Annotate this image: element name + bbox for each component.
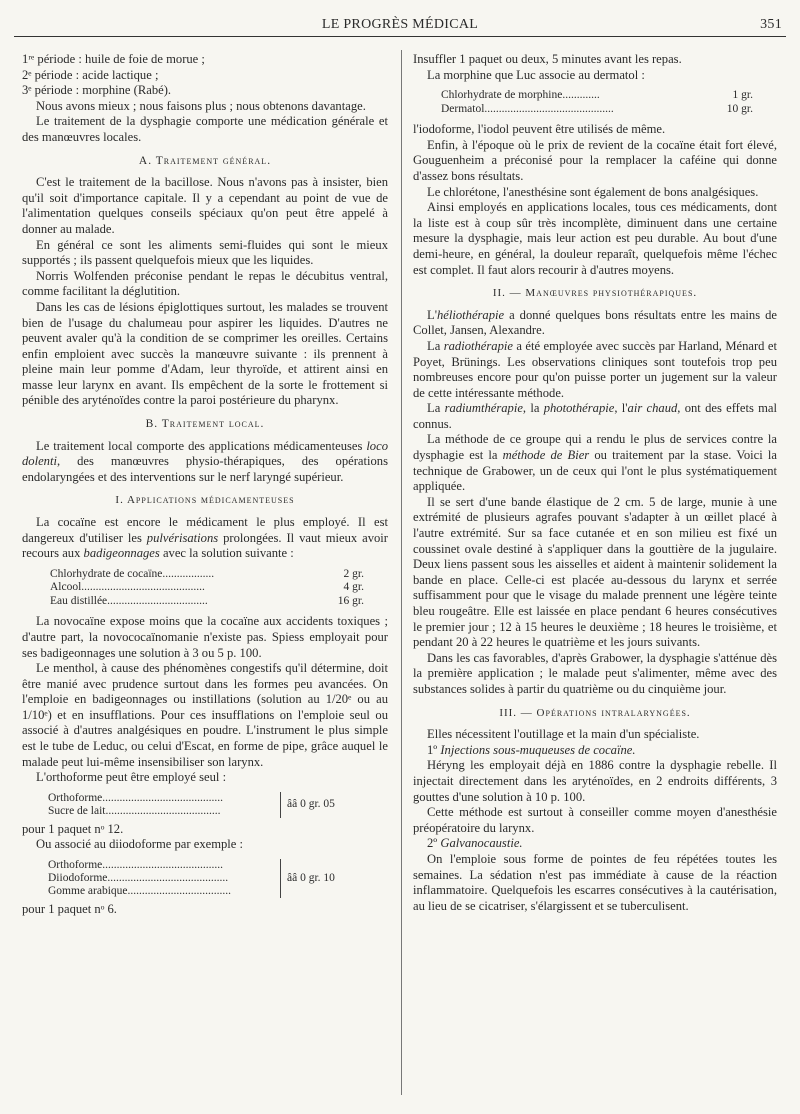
italic-text: héliothérapie bbox=[436, 307, 505, 322]
subsection-title bbox=[413, 743, 777, 759]
subsection-heading: II. — Manœuvres physiothérapiques. bbox=[492, 287, 698, 300]
formula-items bbox=[48, 792, 278, 818]
right-column bbox=[413, 52, 777, 914]
paragraph: Le traitement de la dysphagie comporte une médication générale et des manœuvres locales. bbox=[22, 114, 388, 144]
formula-dose: 16 gr. bbox=[337, 594, 364, 607]
paragraph: Il se sert d'une bande élastique de 2 cm. 5 de large, munie à une extrémité de plusieurs agrafes pouvant s'adapter à un œillet placé à l'autre extrémité. Sur sa face cutanée et en son milieu est fixé un coussinet ovale destiné à s'appliquer dans la gouttière de la jugulaire. Deux liens passent sous les aisselles et aident à maintenir solidement la bande en place. Celle-ci est placée au-dessous du larynx et serrée suffisamment pour que le visage du malade prennent une légère teinte bleu rougeâtre. Elle est laissée en place pendant 6 heures consécutives le premier jour ; 12 à 15 heures le deuxième ; 18 heures le troisième, et pendant 20 à 22 heures le quatrième et les jours suivants. bbox=[413, 494, 777, 650]
period-line: 2ᵉ période : acide lactique ; bbox=[22, 67, 159, 82]
page-header bbox=[14, 14, 786, 37]
italic-text: photothérapie bbox=[543, 401, 615, 416]
subsection-title bbox=[413, 836, 777, 852]
paragraph: On l'emploie sous forme de pointes de feu répétées toutes les semaines. La sédation n'est pas immédiate à cause de la réaction inflammatoire. Quelquefois les escarres consécutives à la cautérisation, au lieu de se cicatriser, s'élargissent et se tuberculisent. bbox=[413, 851, 777, 913]
paragraph: l'iodoforme, l'iodol peuvent être utilisés de même. bbox=[413, 122, 666, 137]
subsection-heading: III. — Opérations intralaryngées. bbox=[499, 706, 691, 719]
formula-ingredient: Orthoforme.......................................... bbox=[48, 859, 224, 872]
formula-row bbox=[50, 595, 388, 609]
text: avec la solution suivante : bbox=[159, 546, 294, 561]
formula-row bbox=[441, 103, 777, 117]
paragraph: Héryng les employait déjà en 1886 contre la dysphagie rebelle. Il injectait directement dans les aryténoïdes, en 2 endroits différents, 3 gouttes d'une solution à 10 p. 100. bbox=[413, 758, 777, 804]
prescription-formula bbox=[48, 859, 388, 898]
text: 2º bbox=[427, 836, 441, 851]
section-heading: A. Traitement général. bbox=[138, 154, 272, 167]
prescription-formula bbox=[48, 792, 388, 818]
paragraph: Le menthol, à cause des phénomènes congestifs qu'il détermine, doit être manié avec prudence surtout dans les formes peu avancées. On l'emploie en badigeonnages ou instillations (solution au 1/20ᵉ ou au 1/10ᵉ) et en insufflations. Pour ces insufflations on l'emploie seul ou associé à d'autres analgésiques en poudre. L'instrument le plus simple est le tube de Leduc, ou celui d'Escat, en forme de pipe, grâce auquel le malade peut lui-même insensibiliser son larynx. bbox=[22, 661, 388, 769]
paragraph: Le chlorétone, l'anesthésine sont également de bons analgésiques. bbox=[427, 184, 759, 199]
formula-ingredient: Orthoforme.......................................... bbox=[48, 791, 224, 804]
text: , l' bbox=[614, 401, 628, 416]
formula-dose: 10 gr. bbox=[726, 102, 753, 115]
text: a donné quelques bons résultats entre les mains de Collet, Jansen, Alexandre. bbox=[413, 307, 777, 338]
period-line: 1ʳᵉ période : huile de foie de morue ; bbox=[22, 52, 205, 66]
italic-text: pulvérisations bbox=[146, 530, 219, 545]
paragraph: Enfin, à l'époque où le prix de revient de la cocaïne était fort élevé, Gouguenheim a préconisé pour la remplacer la caféine qui donne d'assez bons résultats. bbox=[413, 137, 777, 183]
text: prolongées. Il vaut mieux avoir recours aux bbox=[22, 530, 388, 561]
italic-text: méthode de Bier bbox=[502, 448, 590, 463]
period-line: 3ᵉ période : morphine (Rabé). bbox=[22, 83, 172, 98]
text: 1º bbox=[427, 742, 441, 757]
formula-ingredient: Diiodoforme.......................................... bbox=[48, 872, 229, 885]
formula-row bbox=[441, 89, 777, 103]
paragraph: Ou associé au diiodoforme par exemple : bbox=[36, 837, 244, 852]
page-number: 351 bbox=[760, 17, 782, 32]
formula-dose: ââ 0 gr. 10 bbox=[280, 859, 335, 898]
formula-ingredient: Dermatol............................................. bbox=[441, 102, 614, 115]
formula-dose: 2 gr. bbox=[343, 567, 364, 580]
italic-text: Galvanocaustie. bbox=[440, 836, 523, 851]
text: a été employée avec succès par Harland, Ménard et Poyet, Brünings. Les observations cliniques sont toutefois trop peu nombreuses encore pour qu'on puisse porter un jugement sur la valeur de cette intéressante méthode. bbox=[413, 338, 777, 400]
text: La bbox=[427, 401, 445, 416]
formula-ingredient: Gomme arabique.................................... bbox=[48, 885, 232, 898]
paragraph: La morphine que Luc associe au dermatol : bbox=[427, 67, 645, 82]
formula-ingredient: Chlorhydrate de cocaïne.................. bbox=[50, 567, 215, 580]
paragraph: Ainsi employés en applications locales, tous ces médicaments, dont la liste est à coup sûr très incomplète, diminuent dans une certaine mesure la dysphagie, mais leur action est peu durable. Au bout d'une demi-heure, en général, la douleur reparaît, quelquefois même l'échec est complet. Il faut alors recourir à d'autres moyens. bbox=[413, 200, 777, 277]
formula-ingredient: Sucre de lait........................................ bbox=[48, 804, 221, 817]
prescription-formula bbox=[50, 568, 388, 609]
italic-text: badigeonnages bbox=[83, 546, 160, 561]
text: La bbox=[427, 338, 444, 353]
paragraph bbox=[413, 401, 777, 432]
formula-dose: 4 gr. bbox=[343, 581, 364, 594]
text: , des manœuvres physio-thérapiques, des opérations endolaryngées et des interventions sur le nerf laryngé supérieur. bbox=[22, 454, 388, 484]
paragraph: C'est le traitement de la bacillose. Nous n'avons pas à insister, bien qu'il soit d'importance capitale. Il y a cependant au point de vue de l'alimentation quelques conseils spéciaux qu'on peut être appelé à donner au malade. bbox=[22, 175, 388, 236]
formula-ingredient: Chlorhydrate de morphine............. bbox=[441, 89, 600, 102]
paragraph: Dans les cas de lésions épiglottiques surtout, les malades se trouvent bien de l'usage du chalumeau pour aspirer les liquides. D'autres ne peuvent avaler qu'à la condition de se comprimer les oreilles. Certains enfin emploient avec succès la manœuvre suivante : ils prennent à pleine main leur pomme d'Adam, leur thyroïde, et attirent ainsi en masse leur larynx en avant. Ils empêchent de la sorte le frottement si pénible des aryténoïdes contre la paroi postérieure du pharynx. bbox=[22, 299, 388, 408]
column-divider bbox=[401, 50, 402, 1095]
paragraph: Dans les cas favorables, d'après Grabower, la dysphagie s'atténue dès la première application ; le malade peut s'alimenter, même avec des substances solides à partir du quatrième ou du cinquième jour. bbox=[413, 650, 777, 696]
text: L' bbox=[427, 307, 437, 322]
formula-ingredient: Alcool........................................... bbox=[50, 581, 205, 594]
formula-ingredient: Eau distillée................................... bbox=[50, 594, 208, 607]
text: ou traitement par la stase. Voici la technique de Grabower, un de ceux qui l'ont le plus systématiquement appliquée. bbox=[413, 448, 778, 494]
paragraph bbox=[22, 439, 388, 486]
paragraph: pour 1 paquet nᵒ 12. bbox=[22, 821, 124, 836]
subsection-heading: I. Applications médicamenteuses bbox=[115, 494, 295, 507]
text: , ont des effets mal connus. bbox=[413, 401, 778, 431]
paragraph: Elles nécessitent l'outillage et la main d'un spécialiste. bbox=[427, 727, 700, 742]
formula-dose: 1 gr. bbox=[732, 89, 753, 102]
formula-row bbox=[50, 581, 388, 595]
paragraph: L'orthoforme peut être employé seul : bbox=[36, 770, 227, 785]
paragraph: Norris Wolfenden préconise pendant le repas le décubitus ventral, comme facilitant la déglutition. bbox=[22, 268, 388, 299]
prescription-formula bbox=[441, 89, 777, 116]
paragraph: pour 1 paquet nᵒ 6. bbox=[22, 902, 117, 917]
paragraph bbox=[22, 515, 388, 562]
paragraph: Cette méthode est surtout à conseiller comme moyen d'anesthésie préopératoire du larynx. bbox=[413, 805, 777, 835]
paragraph bbox=[413, 432, 777, 494]
italic-text: radiothérapie bbox=[443, 338, 513, 353]
text: La méthode de ce groupe qui a rendu le plus de services contre la dysphagie est la bbox=[413, 432, 777, 463]
paragraph: Nous avons mieux ; nous faisons plus ; nous obtenons davantage. bbox=[36, 98, 366, 113]
text: , la bbox=[522, 401, 544, 416]
text: La cocaïne est encore le médicament le plus employé. Il est dangereux d'utiliser les bbox=[22, 515, 388, 545]
italic-text: loco dolenti bbox=[22, 438, 388, 469]
left-column bbox=[22, 52, 388, 918]
italic-text: radiumthérapie bbox=[444, 401, 523, 416]
paragraph: Insuffler 1 paquet ou deux, 5 minutes avant les repas. bbox=[413, 52, 682, 66]
paragraph: En général ce sont les aliments semi-fluides qui sont le mieux supportés ; ils passent quelquefois mieux que les liquides. bbox=[22, 237, 388, 268]
journal-title: LE PROGRÈS MÉDICAL bbox=[321, 17, 479, 32]
paragraph: La novocaïne expose moins que la cocaïne aux accidents toxiques ; d'autre part, la novococaïnomanie n'existe pas. Spiess employait pour ses badigeonnages une solution à 3 ou 5 p. 100. bbox=[22, 614, 388, 660]
formula-items bbox=[48, 859, 278, 898]
formula-row bbox=[50, 568, 388, 582]
italic-text: air chaud bbox=[627, 401, 678, 416]
text: Le traitement local comporte des applications médicamenteuses bbox=[36, 438, 367, 453]
paragraph bbox=[413, 308, 777, 339]
paragraph bbox=[413, 339, 777, 401]
formula-dose: ââ 0 gr. 05 bbox=[280, 792, 335, 818]
section-heading: B. Traitement local. bbox=[145, 418, 265, 431]
italic-text: Injections sous-muqueuses de cocaïne. bbox=[440, 742, 636, 757]
